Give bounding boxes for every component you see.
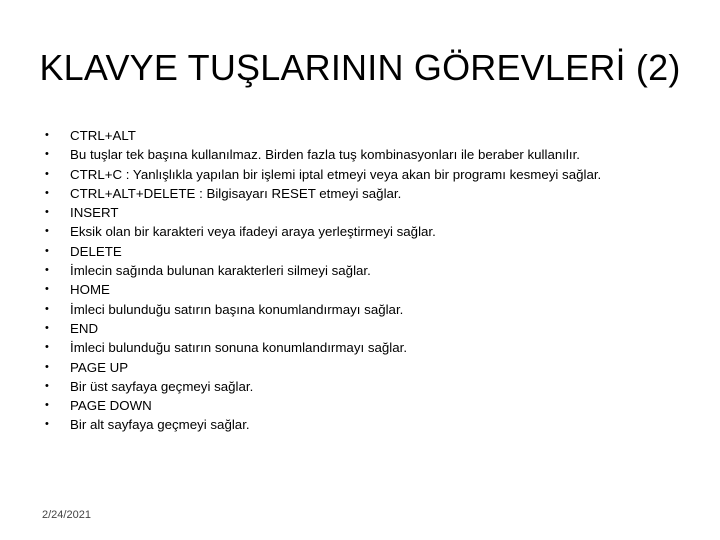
bullet-icon: • [45, 283, 49, 296]
list-item [36, 145, 696, 164]
list-item-text: CTRL+ALT [70, 128, 136, 143]
list-item [36, 338, 696, 357]
list-item-text: CTRL+C : Yanlışlıkla yapılan bir işlemi iptal etmeyi veya akan bir programı kesmeyi sağlar. [70, 166, 602, 182]
bullet-icon: • [45, 206, 49, 219]
list-item [36, 415, 696, 434]
list-item [36, 261, 696, 280]
bullet-list [36, 126, 696, 435]
list-item-text: PAGE DOWN [70, 398, 152, 414]
footer-date: 2/24/2021 [42, 509, 91, 521]
bullet-icon: • [45, 167, 49, 180]
list-item-text: CTRL+ALT+DELETE : Bilgisayarı RESET etmeyi sağlar. [70, 185, 402, 201]
list-item-text: Eksik olan bir karakteri veya ifadeyi araya yerleştirmeyi sağlar. [70, 224, 436, 240]
bullet-icon: • [45, 302, 49, 315]
slide-title: KLAVYE TUŞLARININ GÖREVLERİ (2) [39, 47, 681, 88]
list-item-text: Bir alt sayfaya geçmeyi sağlar. [70, 417, 250, 433]
bullet-icon: • [45, 225, 49, 238]
bullet-icon: • [45, 379, 49, 392]
bullet-icon: • [45, 360, 49, 373]
list-item [36, 222, 696, 241]
bullet-icon: • [45, 264, 49, 277]
list-item-text: İmleci bulunduğu satırın başına konumlandırmayı sağlar. [70, 301, 404, 317]
list-item-text: İmlecin sağında bulunan karakterleri silmeyi sağlar. [70, 263, 371, 279]
bullet-icon: • [45, 148, 49, 161]
bullet-icon: • [45, 129, 49, 141]
bullet-icon: • [45, 321, 49, 334]
list-item-text: END [70, 320, 99, 336]
list-item-text: PAGE UP [70, 359, 129, 375]
list-item [36, 358, 696, 377]
bullet-icon: • [45, 244, 49, 257]
list-item [36, 184, 696, 203]
bullet-icon: • [45, 399, 49, 412]
bullet-icon: • [45, 341, 49, 354]
list-item-text: İmleci bulunduğu satırın sonuna konumlandırmayı sağlar. [70, 340, 408, 356]
bullet-icon: • [45, 186, 49, 199]
list-item-text: HOME [70, 282, 110, 298]
list-item [36, 165, 696, 184]
list-item [36, 280, 696, 299]
list-item-text: Bir üst sayfaya geçmeyi sağlar. [70, 378, 254, 394]
list-item [36, 126, 696, 145]
list-item-text: INSERT [70, 205, 119, 221]
list-item [36, 319, 696, 338]
list-item [36, 203, 696, 222]
list-item [36, 396, 696, 415]
bullet-icon: • [45, 418, 49, 431]
list-item-text: DELETE [70, 243, 122, 259]
list-item [36, 377, 696, 396]
list-item-text: Bu tuşlar tek başına kullanılmaz. Birden fazla tuş kombinasyonları ile beraber kullanılır. [70, 147, 580, 163]
list-item [36, 242, 696, 261]
list-item [36, 300, 696, 319]
